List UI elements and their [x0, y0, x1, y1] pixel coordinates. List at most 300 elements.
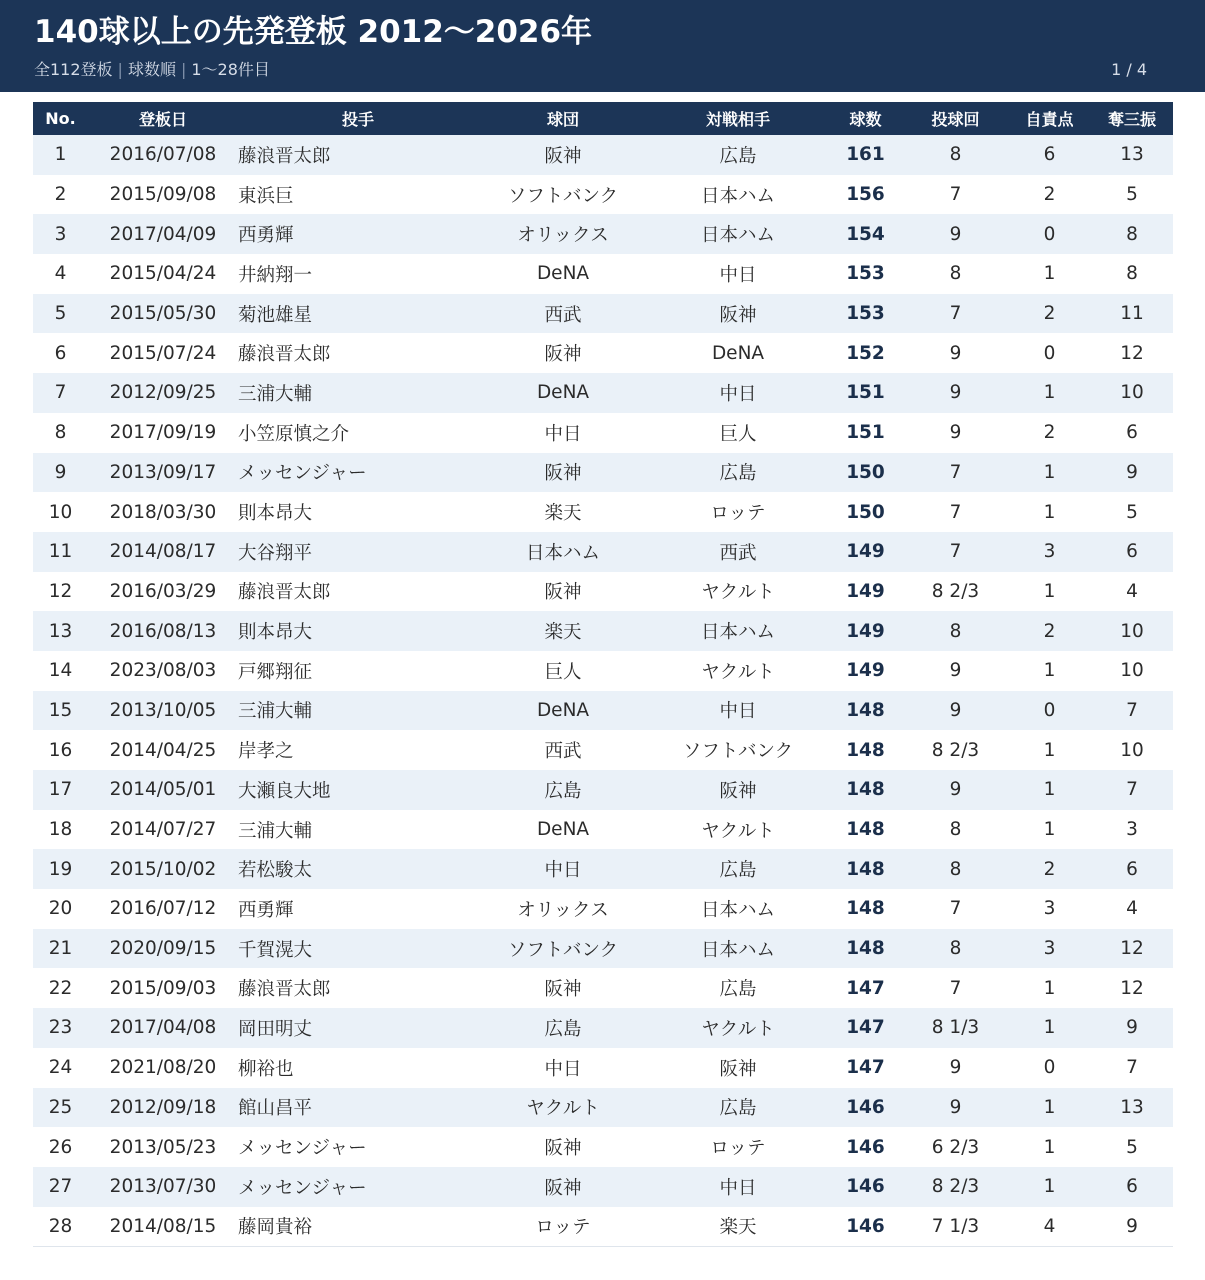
table-row — [33, 1048, 1173, 1088]
cell-earned-runs: 3 — [1043, 938, 1056, 960]
cell-pitcher: 則本昂大 — [238, 503, 313, 525]
subtitle-range: 1〜28件目 — [191, 60, 270, 79]
cell-team: 中日 — [544, 860, 582, 882]
cell-date: 2018/03/30 — [109, 501, 217, 523]
cell-pitches: 151 — [846, 382, 885, 404]
cell-no: 28 — [48, 1215, 73, 1237]
cell-pitcher: 三浦大輔 — [238, 383, 313, 405]
cell-pitches: 161 — [846, 144, 885, 166]
cell-earned-runs: 0 — [1043, 1057, 1056, 1079]
cell-innings: 9 — [949, 342, 962, 364]
cell-pitches: 149 — [846, 660, 885, 682]
cell-strikeouts: 4 — [1126, 580, 1138, 602]
cell-strikeouts: 10 — [1120, 739, 1144, 761]
cell-no: 5 — [54, 303, 67, 325]
cell-innings: 8 — [949, 263, 962, 285]
cell-pitches: 150 — [846, 461, 885, 483]
cell-pitcher: 西勇輝 — [238, 225, 294, 247]
cell-strikeouts: 6 — [1126, 1176, 1138, 1198]
cell-team: 阪神 — [544, 344, 582, 366]
page-title: 140球以上の先発登板 2012〜2026年 — [34, 14, 593, 50]
cell-innings: 9 — [949, 382, 962, 404]
cell-no: 7 — [54, 382, 67, 404]
cell-date: 2013/05/23 — [109, 1136, 217, 1158]
cell-innings: 8 2/3 — [931, 739, 980, 761]
cell-no: 24 — [48, 1057, 73, 1079]
cell-opponent: 阪神 — [719, 304, 757, 326]
cell-pitcher: 藤浪晋太郎 — [238, 979, 331, 1001]
cell-no: 27 — [48, 1176, 73, 1198]
cell-innings: 8 1/3 — [931, 1017, 980, 1039]
cell-strikeouts: 6 — [1126, 541, 1138, 563]
cell-earned-runs: 1 — [1043, 263, 1056, 285]
cell-pitcher: 千賀滉大 — [238, 939, 313, 961]
cell-pitcher: 柳裕也 — [238, 1058, 294, 1080]
cell-no: 21 — [48, 938, 73, 960]
cell-opponent: ヤクルト — [701, 661, 775, 683]
cell-innings: 9 — [949, 223, 962, 245]
cell-pitches: 154 — [846, 223, 885, 245]
cell-team: 阪神 — [544, 1177, 582, 1199]
cell-innings: 8 2/3 — [931, 580, 980, 602]
cell-no: 18 — [48, 819, 73, 841]
cell-opponent: ロッテ — [710, 1138, 766, 1160]
cell-no: 14 — [48, 660, 73, 682]
cell-innings: 7 — [949, 461, 962, 483]
cell-team: ソフトバンク — [507, 939, 619, 961]
cell-strikeouts: 6 — [1126, 858, 1138, 880]
cell-innings: 9 — [949, 779, 962, 801]
cell-earned-runs: 1 — [1043, 660, 1056, 682]
cell-strikeouts: 8 — [1126, 263, 1138, 285]
cell-innings: 8 — [949, 144, 962, 166]
cell-date: 2015/05/30 — [109, 303, 217, 325]
cell-pitcher: 若松駿太 — [238, 860, 313, 882]
cell-pitches: 149 — [846, 580, 885, 602]
cell-pitches: 147 — [846, 977, 885, 999]
cell-team: DeNA — [536, 819, 590, 841]
cell-earned-runs: 1 — [1043, 977, 1056, 999]
cell-opponent: 日本ハム — [700, 939, 775, 961]
table-row — [33, 413, 1173, 453]
table-row — [33, 135, 1173, 175]
cell-date: 2017/09/19 — [109, 422, 217, 444]
cell-team: 阪神 — [544, 145, 582, 167]
subtitle-total: 全112登板 — [34, 60, 113, 79]
table-row — [33, 373, 1173, 413]
table-row — [33, 810, 1173, 850]
cell-date: 2013/09/17 — [109, 461, 217, 483]
table-row — [33, 254, 1173, 294]
cell-pitcher: 大瀬良大地 — [238, 780, 331, 802]
cell-innings: 8 — [949, 858, 962, 880]
column-header-date: 登板日 — [88, 102, 238, 135]
cell-opponent: 中日 — [719, 1177, 757, 1199]
cell-earned-runs: 2 — [1043, 620, 1056, 642]
cell-no: 23 — [48, 1017, 73, 1039]
table-header-row — [33, 102, 1173, 135]
cell-team: ロッテ — [535, 1217, 591, 1239]
cell-innings: 8 2/3 — [931, 1176, 980, 1198]
cell-earned-runs: 1 — [1043, 739, 1056, 761]
table-row — [33, 572, 1173, 612]
cell-opponent: 阪神 — [719, 1058, 757, 1080]
table-row — [33, 453, 1173, 493]
cell-pitcher: メッセンジャー — [238, 1138, 367, 1160]
cell-date: 2014/08/17 — [109, 541, 217, 563]
cell-no: 8 — [54, 422, 67, 444]
cell-no: 12 — [48, 580, 73, 602]
cell-team: 西武 — [544, 741, 582, 763]
cell-innings: 8 — [949, 620, 962, 642]
column-header-no: No. — [33, 102, 88, 135]
cell-pitcher: 西勇輝 — [238, 899, 294, 921]
cell-pitches: 148 — [846, 819, 885, 841]
table-row — [33, 770, 1173, 810]
column-header-innings: 投球回 — [903, 102, 1008, 135]
cell-opponent: DeNA — [711, 342, 765, 364]
cell-earned-runs: 0 — [1043, 223, 1056, 245]
cell-innings: 9 — [949, 1057, 962, 1079]
cell-opponent: 広島 — [719, 979, 757, 1001]
table-row — [33, 651, 1173, 691]
cell-team: 巨人 — [544, 661, 582, 683]
cell-earned-runs: 1 — [1043, 382, 1056, 404]
cell-date: 2023/08/03 — [109, 660, 217, 682]
table-row — [33, 968, 1173, 1008]
cell-earned-runs: 1 — [1043, 819, 1056, 841]
cell-pitches: 149 — [846, 541, 885, 563]
cell-pitcher: 小笠原慎之介 — [238, 423, 350, 445]
cell-opponent: ヤクルト — [701, 1018, 775, 1040]
cell-strikeouts: 8 — [1126, 223, 1138, 245]
column-header-opponent: 対戦相手 — [648, 102, 828, 135]
table-row — [33, 889, 1173, 929]
cell-strikeouts: 9 — [1126, 461, 1138, 483]
cell-earned-runs: 2 — [1043, 184, 1056, 206]
pitches-table — [33, 102, 1173, 1247]
cell-strikeouts: 3 — [1126, 819, 1138, 841]
table-row — [33, 492, 1173, 532]
cell-date: 2017/04/09 — [109, 223, 217, 245]
cell-date: 2015/09/08 — [109, 184, 217, 206]
cell-team: オリックス — [517, 899, 609, 921]
cell-team: 中日 — [544, 1058, 582, 1080]
cell-pitches: 147 — [846, 1017, 885, 1039]
cell-no: 9 — [54, 461, 67, 483]
cell-strikeouts: 7 — [1126, 1057, 1138, 1079]
cell-innings: 9 — [949, 1096, 962, 1118]
cell-date: 2021/08/20 — [109, 1057, 217, 1079]
cell-innings: 8 — [949, 819, 962, 841]
cell-pitches: 149 — [846, 620, 885, 642]
cell-opponent: 中日 — [719, 264, 757, 286]
cell-earned-runs: 3 — [1043, 898, 1056, 920]
cell-team: 日本ハム — [525, 542, 600, 564]
cell-no: 19 — [48, 858, 73, 880]
cell-pitches: 151 — [846, 422, 885, 444]
cell-pitcher: 三浦大輔 — [238, 820, 313, 842]
cell-team: DeNA — [536, 699, 590, 721]
cell-innings: 9 — [949, 699, 962, 721]
cell-earned-runs: 1 — [1043, 461, 1056, 483]
cell-date: 2016/03/29 — [109, 580, 217, 602]
cell-team: 阪神 — [544, 463, 582, 485]
subtitle-sort: 球数順 — [127, 60, 176, 79]
cell-innings: 9 — [949, 660, 962, 682]
cell-opponent: 西武 — [719, 542, 757, 564]
cell-no: 3 — [54, 223, 67, 245]
cell-pitcher: 藤浪晋太郎 — [238, 145, 331, 167]
cell-earned-runs: 3 — [1043, 541, 1056, 563]
cell-strikeouts: 12 — [1120, 342, 1144, 364]
cell-earned-runs: 2 — [1043, 858, 1056, 880]
cell-pitches: 148 — [846, 699, 885, 721]
cell-no: 10 — [48, 501, 73, 523]
cell-innings: 7 — [949, 303, 962, 325]
cell-team: 阪神 — [544, 1138, 582, 1160]
cell-pitcher: 戸郷翔征 — [238, 661, 313, 683]
cell-date: 2015/09/03 — [109, 977, 217, 999]
cell-pitches: 156 — [846, 184, 885, 206]
cell-innings: 7 — [949, 977, 962, 999]
cell-no: 22 — [48, 977, 73, 999]
cell-innings: 8 — [949, 938, 962, 960]
cell-earned-runs: 1 — [1043, 779, 1056, 801]
cell-opponent: ロッテ — [710, 503, 766, 525]
column-header-strikeouts: 奪三振 — [1091, 102, 1173, 135]
cell-innings: 7 — [949, 184, 962, 206]
cell-date: 2014/05/01 — [109, 779, 217, 801]
cell-opponent: 中日 — [719, 701, 757, 723]
subtitle-divider: | — [117, 60, 123, 79]
table-row — [33, 691, 1173, 731]
table-row — [33, 1008, 1173, 1048]
cell-pitches: 148 — [846, 779, 885, 801]
cell-opponent: ソフトバンク — [682, 741, 794, 763]
cell-innings: 7 — [949, 898, 962, 920]
cell-strikeouts: 12 — [1120, 977, 1144, 999]
cell-strikeouts: 9 — [1126, 1215, 1138, 1237]
page-indicator: 1 / 4 — [1111, 60, 1147, 79]
cell-date: 2015/04/24 — [109, 263, 217, 285]
cell-innings: 6 2/3 — [931, 1136, 980, 1158]
cell-pitcher: 則本昂大 — [238, 622, 313, 644]
cell-no: 26 — [48, 1136, 73, 1158]
cell-earned-runs: 6 — [1043, 144, 1056, 166]
cell-pitcher: 岡田明丈 — [238, 1018, 313, 1040]
cell-team: DeNA — [536, 382, 590, 404]
column-header-team: 球団 — [478, 102, 648, 135]
cell-opponent: 日本ハム — [700, 622, 775, 644]
cell-team: ソフトバンク — [507, 185, 619, 207]
cell-pitches: 153 — [846, 303, 885, 325]
table-row — [33, 333, 1173, 373]
cell-earned-runs: 1 — [1043, 1017, 1056, 1039]
table-row — [33, 175, 1173, 215]
table-row — [33, 611, 1173, 651]
cell-strikeouts: 7 — [1126, 699, 1138, 721]
cell-strikeouts: 5 — [1126, 184, 1138, 206]
cell-pitches: 148 — [846, 858, 885, 880]
cell-earned-runs: 1 — [1043, 1136, 1056, 1158]
cell-innings: 7 1/3 — [931, 1215, 980, 1237]
cell-strikeouts: 12 — [1120, 938, 1144, 960]
cell-no: 20 — [48, 898, 73, 920]
subtitle-divider: | — [180, 60, 187, 79]
cell-pitcher: メッセンジャー — [238, 463, 367, 485]
cell-pitches: 150 — [846, 501, 885, 523]
cell-team: 楽天 — [544, 622, 582, 644]
table-row — [33, 929, 1173, 969]
cell-date: 2014/08/15 — [109, 1215, 217, 1237]
cell-pitcher: 東浜巨 — [238, 185, 294, 207]
cell-pitcher: 藤浪晋太郎 — [238, 582, 331, 604]
cell-pitcher: 大谷翔平 — [238, 542, 313, 564]
table-row — [33, 1088, 1173, 1128]
cell-opponent: 日本ハム — [700, 225, 775, 247]
cell-opponent: 中日 — [719, 383, 757, 405]
cell-opponent: 巨人 — [719, 423, 757, 445]
cell-pitches: 146 — [846, 1136, 885, 1158]
cell-no: 13 — [48, 620, 73, 642]
cell-strikeouts: 6 — [1126, 422, 1138, 444]
cell-pitcher: 三浦大輔 — [238, 701, 313, 723]
cell-no: 6 — [54, 342, 67, 364]
cell-date: 2020/09/15 — [109, 938, 217, 960]
cell-earned-runs: 1 — [1043, 1176, 1056, 1198]
cell-date: 2017/04/08 — [109, 1017, 217, 1039]
cell-opponent: 楽天 — [719, 1217, 757, 1239]
cell-earned-runs: 2 — [1043, 303, 1056, 325]
cell-pitcher: 井納翔一 — [238, 264, 313, 286]
cell-pitches: 146 — [846, 1215, 885, 1237]
cell-date: 2016/07/12 — [109, 898, 217, 920]
cell-opponent: 日本ハム — [700, 185, 775, 207]
cell-date: 2013/07/30 — [109, 1176, 217, 1198]
cell-opponent: ヤクルト — [701, 820, 775, 842]
cell-strikeouts: 10 — [1120, 382, 1144, 404]
cell-strikeouts: 5 — [1126, 1136, 1138, 1158]
cell-team: 広島 — [544, 1018, 582, 1040]
cell-innings: 7 — [949, 541, 962, 563]
cell-earned-runs: 0 — [1043, 699, 1056, 721]
cell-strikeouts: 4 — [1126, 898, 1138, 920]
cell-opponent: 阪神 — [719, 780, 757, 802]
cell-no: 15 — [48, 699, 73, 721]
cell-pitches: 148 — [846, 898, 885, 920]
cell-earned-runs: 0 — [1043, 342, 1056, 364]
column-header-earned-runs: 自責点 — [1008, 102, 1091, 135]
column-header-pitches: 球数 — [828, 102, 903, 135]
cell-pitches: 148 — [846, 739, 885, 761]
cell-pitcher: 館山昌平 — [238, 1098, 313, 1120]
cell-opponent: 日本ハム — [700, 899, 775, 921]
table-row — [33, 214, 1173, 254]
cell-team: DeNA — [536, 263, 590, 285]
cell-date: 2014/07/27 — [109, 819, 217, 841]
cell-no: 11 — [48, 541, 73, 563]
cell-innings: 7 — [949, 501, 962, 523]
cell-pitches: 148 — [846, 938, 885, 960]
cell-pitches: 146 — [846, 1176, 885, 1198]
cell-earned-runs: 1 — [1043, 1096, 1056, 1118]
cell-pitches: 153 — [846, 263, 885, 285]
cell-date: 2015/10/02 — [109, 858, 217, 880]
cell-date: 2012/09/18 — [109, 1096, 217, 1118]
table-row — [33, 1127, 1173, 1167]
cell-strikeouts: 7 — [1126, 779, 1138, 801]
cell-team: 広島 — [544, 780, 582, 802]
cell-opponent: 広島 — [719, 145, 757, 167]
cell-strikeouts: 13 — [1120, 144, 1144, 166]
cell-no: 1 — [54, 144, 67, 166]
cell-team: 阪神 — [544, 979, 582, 1001]
cell-pitches: 146 — [846, 1096, 885, 1118]
cell-date: 2016/07/08 — [109, 144, 217, 166]
table-row — [33, 532, 1173, 572]
cell-strikeouts: 13 — [1120, 1096, 1144, 1118]
cell-opponent: 広島 — [719, 860, 757, 882]
cell-opponent: ヤクルト — [701, 582, 775, 604]
cell-team: 阪神 — [544, 582, 582, 604]
cell-date: 2012/09/25 — [109, 382, 217, 404]
column-header-pitcher: 投手 — [238, 102, 478, 135]
cell-earned-runs: 1 — [1043, 501, 1056, 523]
cell-strikeouts: 11 — [1120, 303, 1144, 325]
cell-no: 25 — [48, 1096, 73, 1118]
cell-team: ヤクルト — [526, 1098, 600, 1120]
page-header — [0, 0, 1205, 92]
cell-pitches: 152 — [846, 342, 885, 364]
cell-date: 2013/10/05 — [109, 699, 217, 721]
cell-opponent: 広島 — [719, 463, 757, 485]
cell-strikeouts: 5 — [1126, 501, 1138, 523]
cell-innings: 9 — [949, 422, 962, 444]
cell-date: 2015/07/24 — [109, 342, 217, 364]
cell-earned-runs: 2 — [1043, 422, 1056, 444]
cell-pitcher: メッセンジャー — [238, 1177, 367, 1199]
table-body — [33, 135, 1173, 1246]
cell-no: 16 — [48, 739, 73, 761]
cell-team: 西武 — [544, 304, 582, 326]
cell-earned-runs: 1 — [1043, 580, 1056, 602]
cell-team: 中日 — [544, 423, 582, 445]
cell-pitcher: 藤岡貴裕 — [238, 1217, 313, 1239]
cell-pitcher: 岸孝之 — [238, 741, 294, 763]
cell-no: 4 — [54, 263, 67, 285]
cell-no: 2 — [54, 184, 67, 206]
cell-team: オリックス — [517, 225, 609, 247]
cell-earned-runs: 4 — [1043, 1215, 1056, 1237]
cell-no: 17 — [48, 779, 73, 801]
subtitle — [34, 58, 270, 82]
cell-date: 2016/08/13 — [109, 620, 217, 642]
table-row — [33, 1167, 1173, 1207]
cell-team: 楽天 — [544, 503, 582, 525]
cell-pitcher: 藤浪晋太郎 — [238, 344, 331, 366]
cell-opponent: 広島 — [719, 1098, 757, 1120]
cell-strikeouts: 10 — [1120, 620, 1144, 642]
cell-strikeouts: 10 — [1120, 660, 1144, 682]
table-row — [33, 730, 1173, 770]
table-row — [33, 294, 1173, 334]
cell-pitcher: 菊池雄星 — [238, 304, 313, 326]
table-row — [33, 1207, 1173, 1247]
cell-pitches: 147 — [846, 1057, 885, 1079]
table-row — [33, 849, 1173, 889]
cell-strikeouts: 9 — [1126, 1017, 1138, 1039]
